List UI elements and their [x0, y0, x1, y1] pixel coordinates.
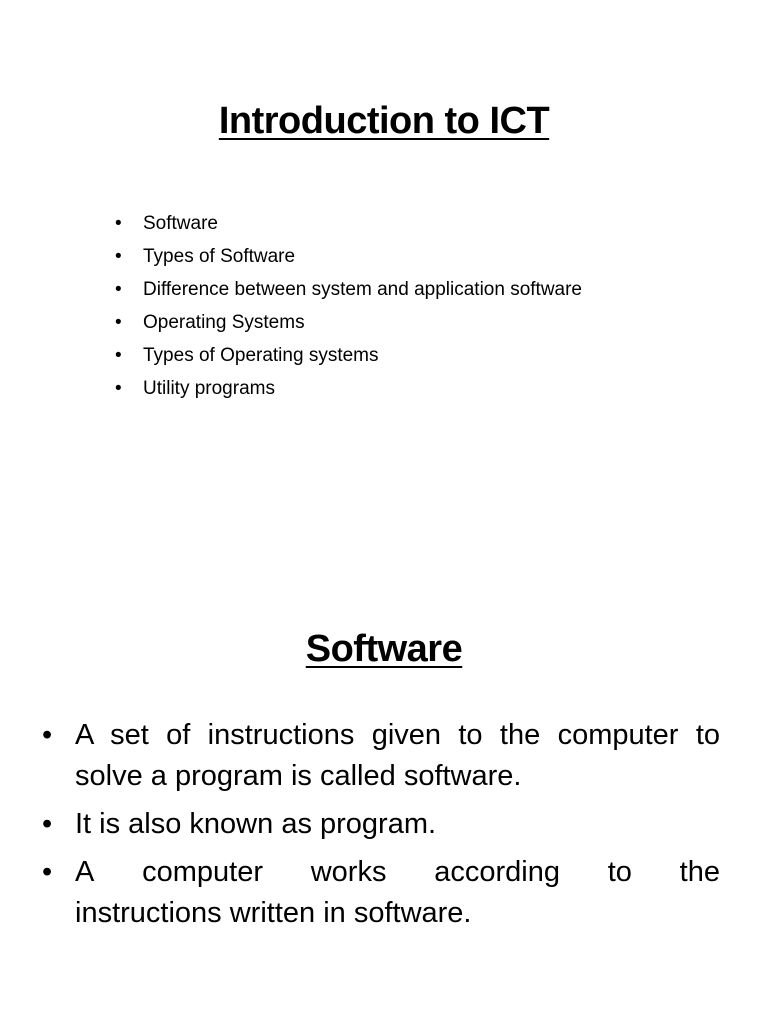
list-item — [42, 715, 720, 797]
bullet-icon: • — [115, 312, 122, 333]
list-item — [42, 852, 720, 934]
word: according — [434, 856, 560, 888]
word: works — [310, 856, 387, 888]
bullet-icon: • — [42, 856, 53, 888]
word: the — [679, 856, 720, 888]
list-item-text: A set of instructions given to the computer to solve a program is called software. — [75, 719, 720, 792]
bullet-icon: • — [42, 808, 53, 840]
list-item — [115, 375, 585, 403]
list-item-text: Difference between system and application software — [143, 279, 583, 300]
list-item-text: Utility programs — [143, 378, 275, 399]
bullet-icon: • — [42, 719, 53, 751]
list-item — [115, 342, 585, 370]
slide-title: Software — [305, 628, 463, 670]
slide-software — [0, 560, 768, 1024]
list-item-text: Software — [143, 213, 218, 234]
list-item — [115, 309, 585, 337]
bullet-icon: • — [115, 213, 122, 234]
slide-title: Introduction to ICT — [218, 100, 550, 142]
bullet-icon: • — [115, 279, 122, 300]
list-item-text: Types of Software — [143, 246, 296, 267]
list-item-text-line — [75, 852, 720, 893]
agenda-list — [115, 210, 585, 408]
list-item — [42, 804, 720, 845]
bullet-icon: • — [115, 378, 122, 399]
list-item — [115, 243, 585, 271]
word: A — [75, 856, 95, 888]
bullet-icon: • — [115, 345, 122, 366]
list-item-text: Types of Operating systems — [143, 345, 379, 366]
list-item-text: It is also known as program. — [75, 808, 437, 840]
list-item — [115, 276, 585, 304]
list-item-text: Operating Systems — [143, 312, 305, 333]
word: to — [607, 856, 632, 888]
word: computer — [142, 856, 263, 888]
definition-list — [42, 715, 720, 941]
list-item — [115, 210, 585, 238]
list-item-text-line: instructions written in software. — [75, 897, 472, 929]
bullet-icon: • — [115, 246, 122, 267]
